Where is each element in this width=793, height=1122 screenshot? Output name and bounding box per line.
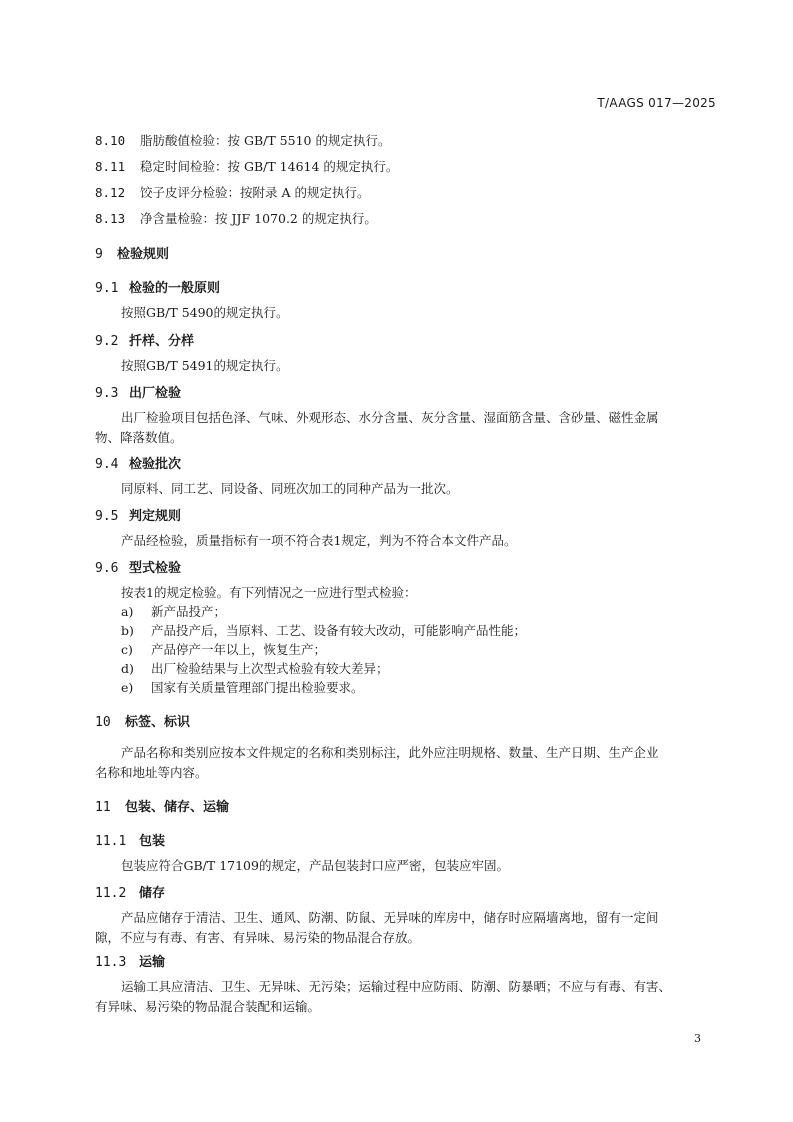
section-11-3-text-line1: 运输工具应清洁、卫生、无异味、无污染；运输过程中应防雨、防潮、防暴晒；不应与有毒、有害、 <box>121 979 672 994</box>
list-item <box>121 659 389 677</box>
clause-number: 8.10 <box>95 133 126 148</box>
section-11-1-heading <box>95 830 165 849</box>
section-title: 检验的一般原则 <box>129 281 221 296</box>
clause-8-11 <box>95 157 398 175</box>
clause-text: 净含量检验：按 JJF 1070.2 的规定执行。 <box>140 211 377 226</box>
list-marker: b) <box>121 623 134 638</box>
list-item-text: 产品停产一年以上，恢复生产； <box>151 642 327 657</box>
list-item-text: 出厂检验结果与上次型式检验有较大差异； <box>151 661 389 676</box>
section-number: 11.1 <box>95 834 127 849</box>
section-11-2-heading <box>95 882 165 901</box>
section-9-2-text: 按照GB/T 5491的规定执行。 <box>121 358 289 373</box>
section-title: 标签、标识 <box>125 715 191 730</box>
section-11-2-text-line1: 产品应储存于清洁、卫生、通风、防潮、防鼠、无异味的库房中，储存时应隔墙离地，留有一定间 <box>121 910 659 925</box>
clause-text: 脂肪酸值检验：按 GB/T 5510 的规定执行。 <box>140 133 391 148</box>
section-9-3-heading <box>95 382 181 401</box>
section-11-heading <box>95 796 229 815</box>
list-marker: c) <box>121 642 133 657</box>
section-10-text-line1: 产品名称和类别应按本文件规定的名称和类别标注，此外应注明规格、数量、生产日期、生产企业 <box>121 745 659 760</box>
clause-text: 稳定时间检验：按 GB/T 14614 的规定执行。 <box>140 159 399 174</box>
section-9-6-heading <box>95 557 181 576</box>
section-10-text-line2: 名称和地址等内容。 <box>95 765 208 780</box>
section-11-2-text-line2: 隙，不应与有毒、有害、有异味、易污染的物品混合存放。 <box>95 930 421 945</box>
section-9-3-text-line2: 物、降落数值。 <box>95 430 183 445</box>
section-number: 9.2 <box>95 334 119 349</box>
list-item <box>121 678 364 696</box>
section-9-5-text: 产品经检验，质量指标有一项不符合表1规定，判为不符合本文件产品。 <box>121 533 517 548</box>
section-number: 9 <box>95 247 103 262</box>
section-9-5-heading <box>95 505 181 524</box>
section-number: 9.5 <box>95 509 119 524</box>
section-number: 11.2 <box>95 886 127 901</box>
document-id: T/AAGS 017—2025 <box>597 96 716 110</box>
list-item-text: 新产品投产； <box>151 604 227 619</box>
section-number: 10 <box>95 715 111 730</box>
section-9-4-text: 同原料、同工艺、同设备、同班次加工的同种产品为一批次。 <box>121 481 459 496</box>
list-marker: d) <box>121 661 134 676</box>
clause-8-10 <box>95 131 390 149</box>
section-title: 判定规则 <box>129 509 182 524</box>
section-number: 9.3 <box>95 386 119 401</box>
list-item <box>121 602 226 620</box>
section-9-3-text-line1: 出厂检验项目包括色泽、气味、外观形态、水分含量、灰分含量、湿面筋含量、含砂量、磁性金属 <box>121 410 659 425</box>
clause-8-13 <box>95 209 377 227</box>
section-title: 扦样、分样 <box>129 334 195 349</box>
page-number: 3 <box>694 1032 701 1045</box>
section-9-1-heading <box>95 277 220 296</box>
section-title: 检验批次 <box>129 457 182 472</box>
clause-text: 饺子皮评分检验：按附录 A 的规定执行。 <box>140 185 370 200</box>
list-marker: a) <box>121 604 134 619</box>
section-title: 包装、储存、运输 <box>125 800 230 815</box>
section-11-1-text: 包装应符合GB/T 17109的规定，产品包装封口应严密，包装应牢固。 <box>121 858 509 873</box>
section-title: 运输 <box>139 955 166 970</box>
clause-number: 8.12 <box>95 185 126 200</box>
section-9-4-heading <box>95 453 181 472</box>
section-9-heading <box>95 243 169 262</box>
section-title: 包装 <box>139 834 166 849</box>
section-9-1-text: 按照GB/T 5490的规定执行。 <box>121 305 289 320</box>
section-title: 型式检验 <box>129 561 182 576</box>
list-marker: e) <box>121 680 134 695</box>
section-number: 9.1 <box>95 281 119 296</box>
clause-number: 8.11 <box>95 159 126 174</box>
clause-8-12 <box>95 183 369 201</box>
section-10-heading <box>95 711 190 730</box>
section-number: 11 <box>95 800 111 815</box>
section-9-2-heading <box>95 330 194 349</box>
list-item-text: 国家有关质量管理部门提出检验要求。 <box>151 680 364 695</box>
list-item <box>121 621 526 639</box>
section-number: 9.4 <box>95 457 119 472</box>
section-9-6-text: 按表1的规定检验。有下列情况之一应进行型式检验： <box>121 585 417 600</box>
clause-number: 8.13 <box>95 211 126 226</box>
section-title: 出厂检验 <box>129 386 182 401</box>
section-title: 储存 <box>139 886 166 901</box>
list-item-text: 产品投产后，当原料、工艺、设备有较大改动，可能影响产品性能； <box>151 623 527 638</box>
section-11-3-text-line2: 有异味、易污染的物品混合装配和运输。 <box>95 999 321 1014</box>
section-number: 9.6 <box>95 561 119 576</box>
section-number: 11.3 <box>95 955 127 970</box>
section-11-3-heading <box>95 951 165 970</box>
section-title: 检验规则 <box>117 247 170 262</box>
list-item <box>121 640 326 658</box>
